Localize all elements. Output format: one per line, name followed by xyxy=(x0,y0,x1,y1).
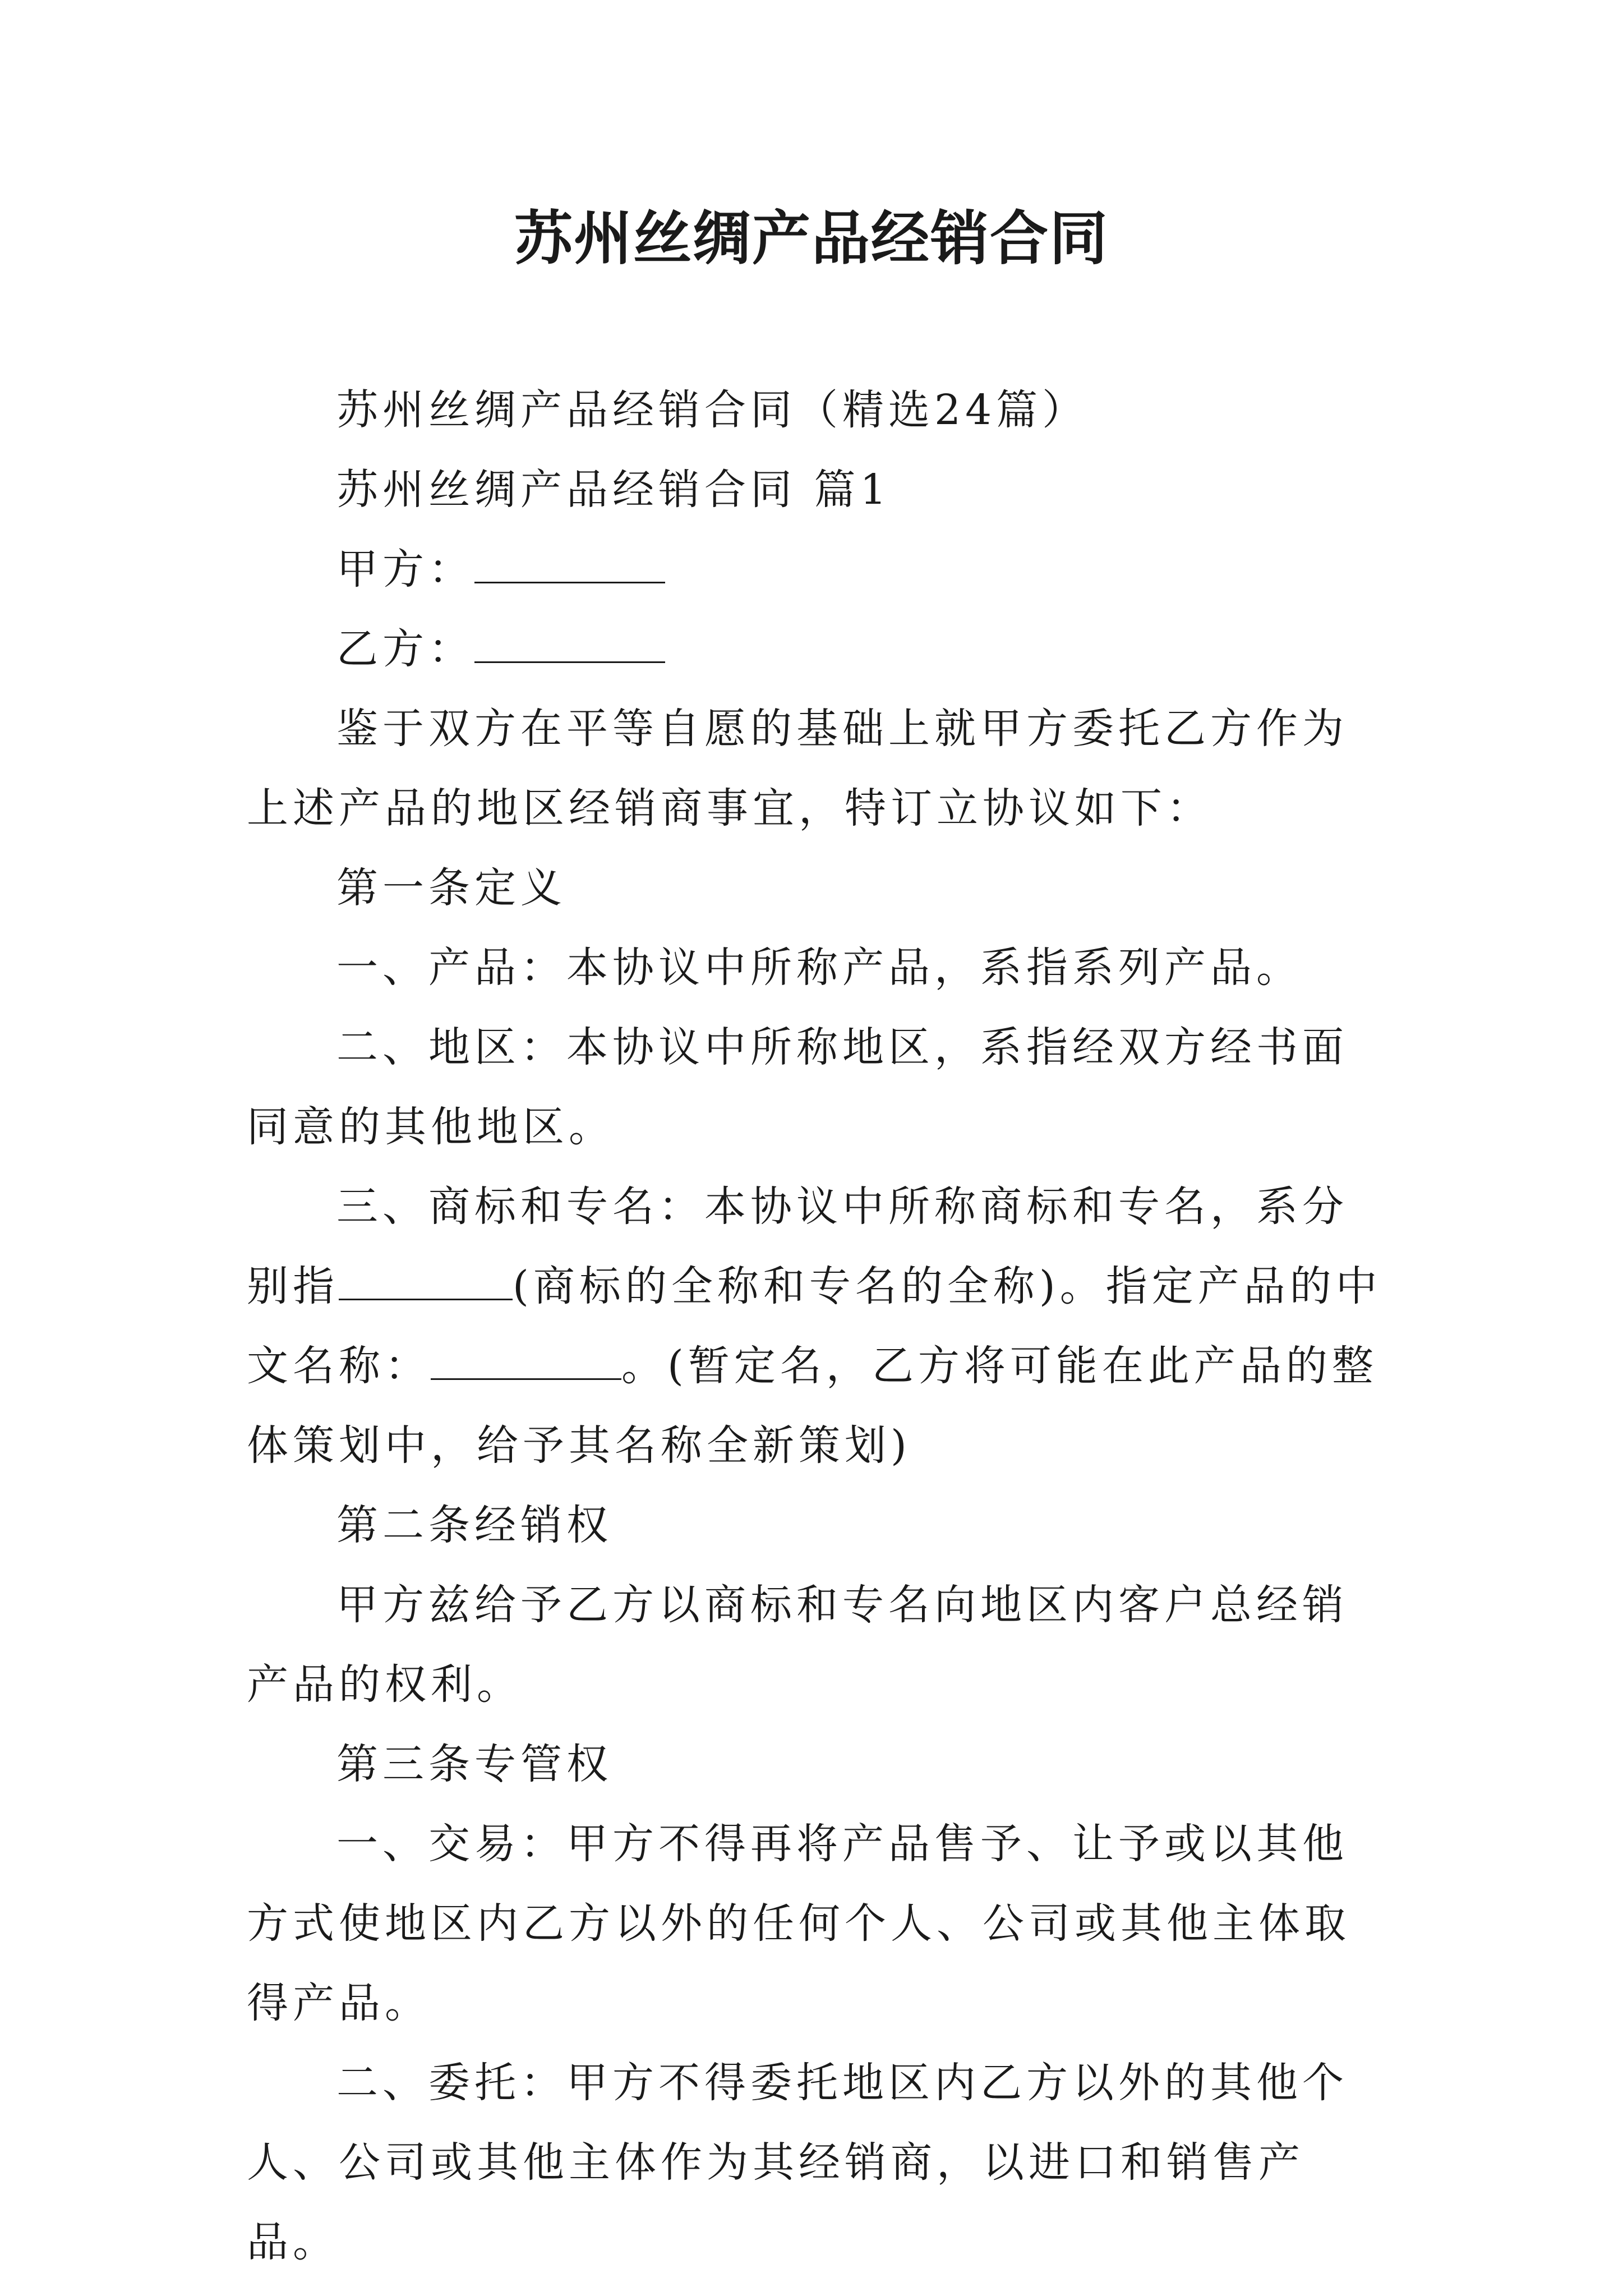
document-subtitle: 苏州丝绸产品经销合同（精选24篇） xyxy=(336,386,1089,434)
article3-heading: 第三条专管权 xyxy=(336,1740,612,1788)
party-b-line xyxy=(247,609,1391,689)
article2-heading: 第二条经销权 xyxy=(336,1501,612,1549)
article1-item3-part2: (商标的全称和专名的全称)。指定产品的中文名称： xyxy=(247,1262,1382,1390)
party-a-blank xyxy=(474,540,665,583)
article3-item1: 一、交易：甲方不得再将产品售予、让予或以其他方式使地区内乙方以外的任何个人、公司或其他主体取得产品。 xyxy=(247,1820,1350,2027)
article1-item2: 二、地区：本协议中所称地区，系指经双方经书面同意的其他地区。 xyxy=(247,1023,1348,1151)
article1-item3 xyxy=(247,1167,1391,1485)
article1-item3-part3: 。(暂定名，乙方将可能在此产品的整体策划中，给予其名称全新策划) xyxy=(247,1342,1378,1470)
chinese-name-blank xyxy=(431,1337,621,1380)
article1-item1: 一、产品：本协议中所称产品，系指系列产品。 xyxy=(336,944,1302,992)
party-a-label: 甲方： xyxy=(336,545,474,593)
article1-heading: 第一条定义 xyxy=(336,864,566,912)
document-body xyxy=(247,370,1391,2282)
article3-item2: 二、委托：甲方不得委托地区内乙方以外的其他个人、公司或其他主体作为其经销商，以进口和销售产品。 xyxy=(247,2059,1348,2266)
intro-paragraph: 鉴于双方在平等自愿的基础上就甲方委托乙方作为上述产品的地区经销商事宜，特订立协议如下： xyxy=(247,705,1348,832)
party-b-blank xyxy=(474,620,665,663)
party-b-label: 乙方： xyxy=(336,625,474,673)
document-title: 苏州丝绸产品经销合同 xyxy=(514,204,1109,273)
party-a-line xyxy=(247,530,1391,609)
trademark-blank xyxy=(339,1257,513,1300)
section-heading: 苏州丝绸产品经销合同 篇1 xyxy=(336,466,891,514)
article2-text: 甲方兹给予乙方以商标和专名向地区内客户总经销产品的权利。 xyxy=(247,1581,1348,1709)
article1-item3-part1: 三、商标和专名：本协议中所称商标和专名，系分别指 xyxy=(247,1182,1348,1310)
